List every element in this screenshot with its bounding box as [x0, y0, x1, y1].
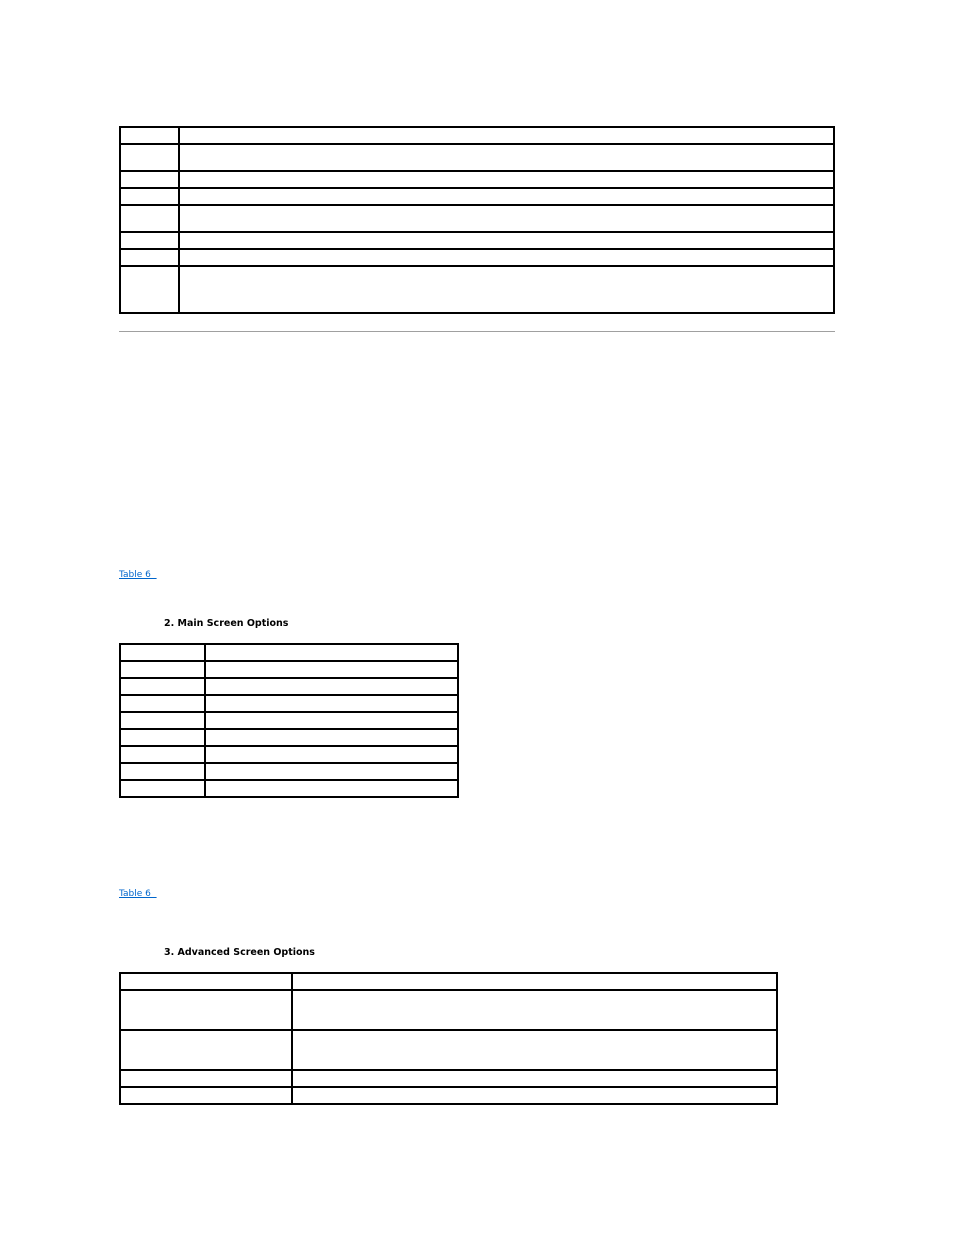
table-cell	[179, 249, 834, 266]
main-screen-options-caption: 2. Main Screen Options	[164, 618, 289, 629]
table-cell	[120, 780, 205, 797]
table-cell	[120, 695, 205, 712]
table-cell	[120, 644, 205, 661]
advanced-screen-options-table	[119, 972, 778, 1105]
table-cell	[120, 1070, 292, 1087]
table-cell	[120, 188, 179, 205]
table-cell	[179, 127, 834, 144]
table-cell	[205, 712, 458, 729]
table-cell	[205, 763, 458, 780]
table-cell	[292, 1030, 777, 1070]
table-cell	[120, 763, 205, 780]
table-cell	[205, 678, 458, 695]
table-cell	[179, 205, 834, 232]
table-cell	[120, 266, 179, 313]
table-6-link[interactable]: Table 6	[119, 889, 157, 899]
table-cell	[205, 729, 458, 746]
table-cell	[120, 746, 205, 763]
table-cell	[292, 990, 777, 1030]
table-cell	[179, 266, 834, 313]
table-cell	[120, 678, 205, 695]
advanced-screen-options-caption: 3. Advanced Screen Options	[164, 947, 315, 958]
table-cell	[179, 144, 834, 171]
options-table-top	[119, 126, 835, 314]
table-cell	[205, 661, 458, 678]
table-cell	[292, 1087, 777, 1104]
table-cell	[179, 188, 834, 205]
table-cell	[292, 1070, 777, 1087]
table-cell	[120, 249, 179, 266]
table-cell	[120, 171, 179, 188]
table-6-link[interactable]: Table 6	[119, 570, 157, 580]
table-cell	[179, 171, 834, 188]
table-cell	[120, 729, 205, 746]
table-cell	[205, 695, 458, 712]
table-cell	[179, 232, 834, 249]
table-cell	[205, 780, 458, 797]
table-cell	[120, 973, 292, 990]
table-cell	[120, 1030, 292, 1070]
table-cell	[120, 205, 179, 232]
table-cell	[120, 127, 179, 144]
main-screen-options-table	[119, 643, 459, 798]
horizontal-divider	[119, 331, 835, 332]
table-cell	[120, 1087, 292, 1104]
table-cell	[205, 746, 458, 763]
table-cell	[292, 973, 777, 990]
table-cell	[120, 661, 205, 678]
table-cell	[205, 644, 458, 661]
table-cell	[120, 144, 179, 171]
table-cell	[120, 990, 292, 1030]
table-cell	[120, 712, 205, 729]
table-cell	[120, 232, 179, 249]
